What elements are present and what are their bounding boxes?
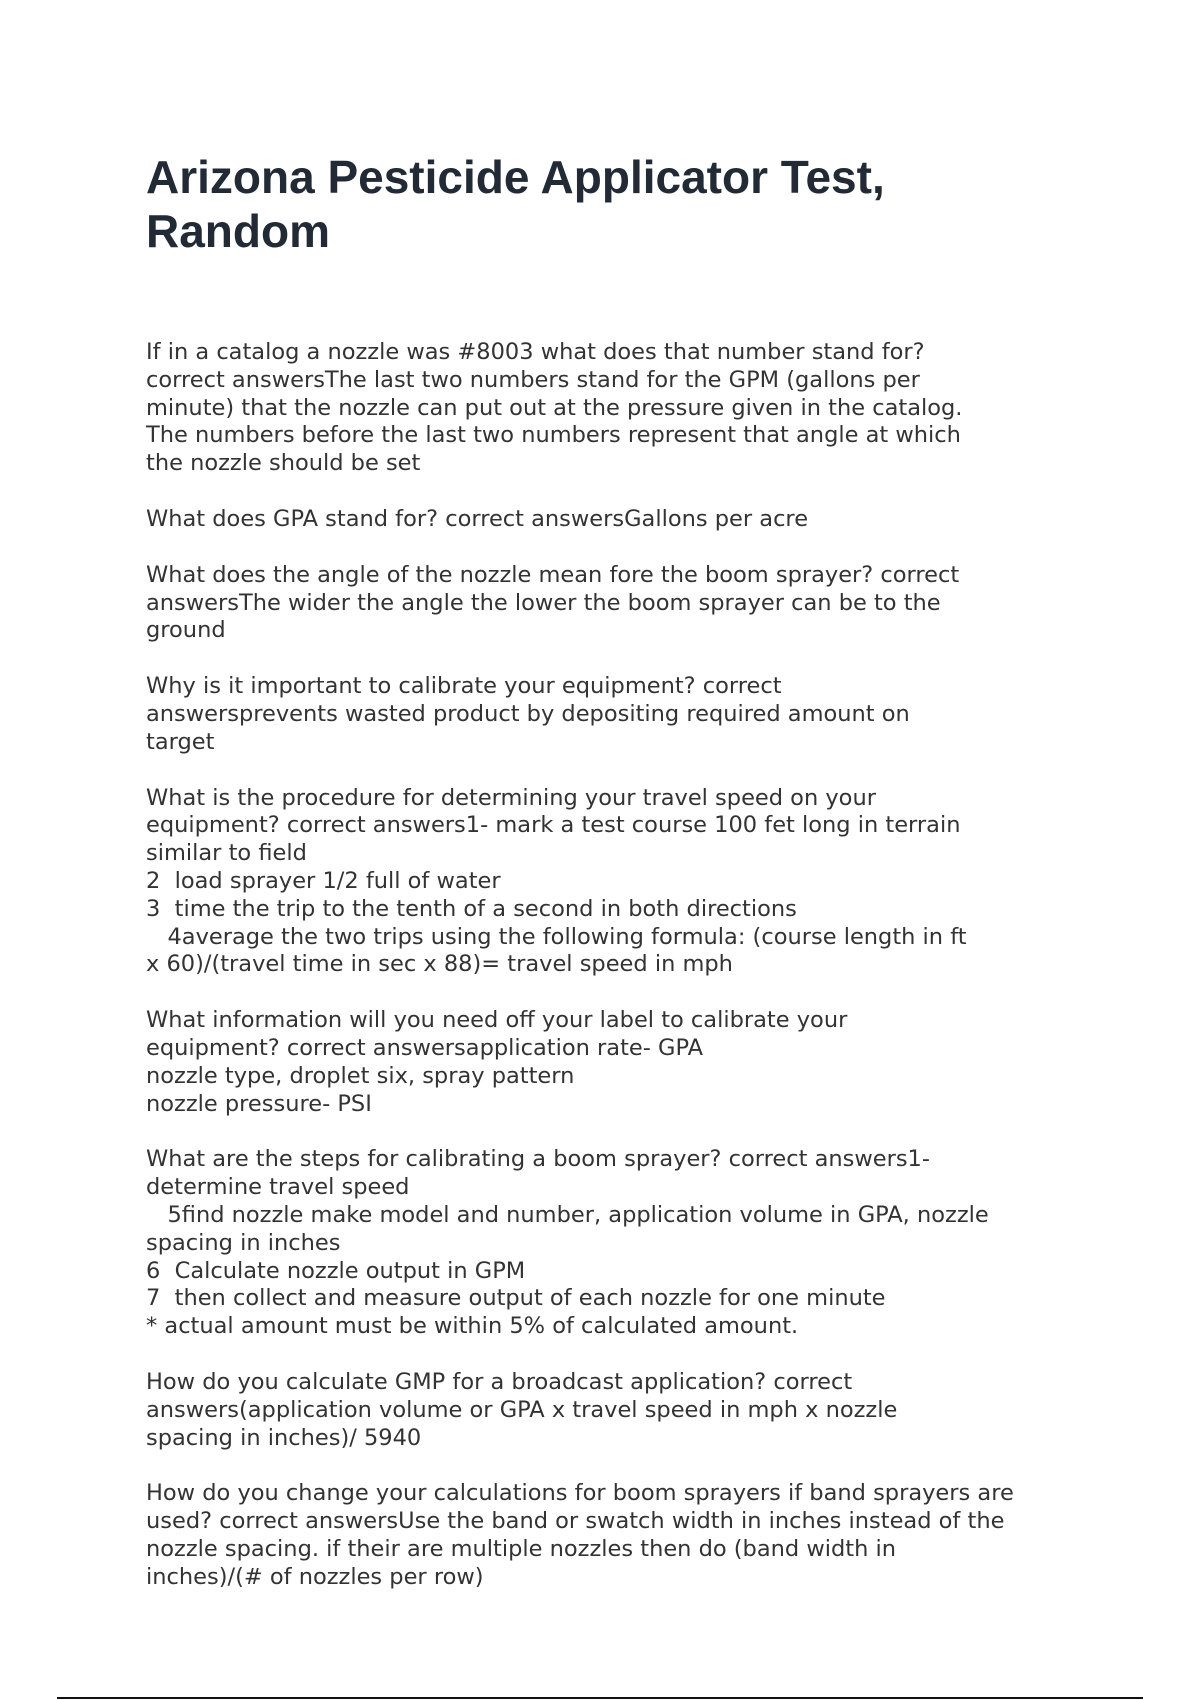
text-line: 3 time the trip to the tenth of a second in both directions: [146, 895, 797, 922]
text-line: If in a catalog a nozzle was #8003 what does that number stand for?: [146, 339, 925, 365]
text-line: minute) that the nozzle can put out at the pressure given in the catalog.: [146, 394, 963, 421]
text-line: 4average the two trips using the following formula: (course length in ft: [146, 923, 967, 950]
text-line: 5find nozzle make model and number, application volume in GPA, nozzle: [146, 1201, 989, 1228]
text-line: How do you change your calculations for boom sprayers if band sprayers are: [146, 1480, 1014, 1507]
text-line: determine travel speed: [146, 1174, 410, 1201]
text-line: 6 Calculate nozzle output in GPM: [146, 1257, 526, 1284]
text-line: * actual amount must be within 5% of calculated amount.: [146, 1313, 799, 1340]
question-answer-item: [146, 785, 1086, 980]
question-answer-item: [146, 673, 1086, 756]
text-line: spacing in inches)/ 5940: [146, 1424, 422, 1451]
text-line: How do you calculate GMP for a broadcast application? correct: [146, 1368, 853, 1395]
text-line: What does GPA stand for? correct answersGallons per acre: [146, 505, 809, 532]
text-line: target: [146, 728, 215, 755]
text-line: answers(application volume or GPA x travel speed in mph x nozzle: [146, 1396, 898, 1423]
text-line: equipment? correct answersapplication rate- GPA: [146, 1034, 703, 1061]
text-line: x 60)/(travel time in sec x 88)= travel speed in mph: [146, 951, 733, 978]
document-title: Arizona Pesticide Applicator Test, Random: [146, 151, 885, 257]
text-line: answersThe wider the angle the lower the boom sprayer can be to the: [146, 589, 941, 616]
text-line: equipment? correct answers1- mark a test course 100 fet long in terrain: [146, 812, 961, 839]
page-bottom-divider: [57, 1697, 1143, 1699]
question-answer-item: [146, 339, 1086, 478]
text-line: What is the procedure for determining your travel speed on your: [146, 784, 876, 811]
text-line: The numbers before the last two numbers represent that angle at which: [146, 422, 961, 449]
text-line: 2 load sprayer 1/2 full of water: [146, 867, 501, 894]
text-line: ground: [146, 617, 226, 644]
text-line: nozzle spacing. if their are multiple nozzles then do (band width in: [146, 1535, 897, 1562]
question-answer-item: [146, 1480, 1086, 1591]
text-line: used? correct answersUse the band or swatch width in inches instead of the: [146, 1508, 1005, 1535]
text-line: correct answersThe last two numbers stand for the GPM (gallons per: [146, 366, 920, 393]
text-line: 7 then collect and measure output of each nozzle for one minute: [146, 1285, 886, 1312]
text-line: nozzle pressure- PSI: [146, 1090, 372, 1117]
question-answer-list: [146, 339, 1086, 1619]
text-line: nozzle type, droplet six, spray pattern: [146, 1062, 575, 1089]
text-line: Why is it important to calibrate your equipment? correct: [146, 673, 782, 700]
question-answer-item: [146, 562, 1086, 645]
text-line: answersprevents wasted product by depositing required amount on: [146, 700, 910, 727]
text-line: the nozzle should be set: [146, 450, 421, 477]
question-answer-item: [146, 1369, 1086, 1452]
text-line: What does the angle of the nozzle mean fore the boom sprayer? correct: [146, 561, 960, 588]
text-line: What are the steps for calibrating a boom sprayer? correct answers1-: [146, 1146, 930, 1173]
question-answer-item: [146, 1007, 1086, 1118]
text-line: inches)/(# of nozzles per row): [146, 1563, 484, 1590]
question-answer-item: [146, 506, 1086, 534]
text-line: spacing in inches: [146, 1229, 341, 1256]
text-line: similar to field: [146, 840, 307, 867]
text-line: What information will you need off your label to calibrate your: [146, 1007, 848, 1034]
question-answer-item: [146, 1146, 1086, 1341]
